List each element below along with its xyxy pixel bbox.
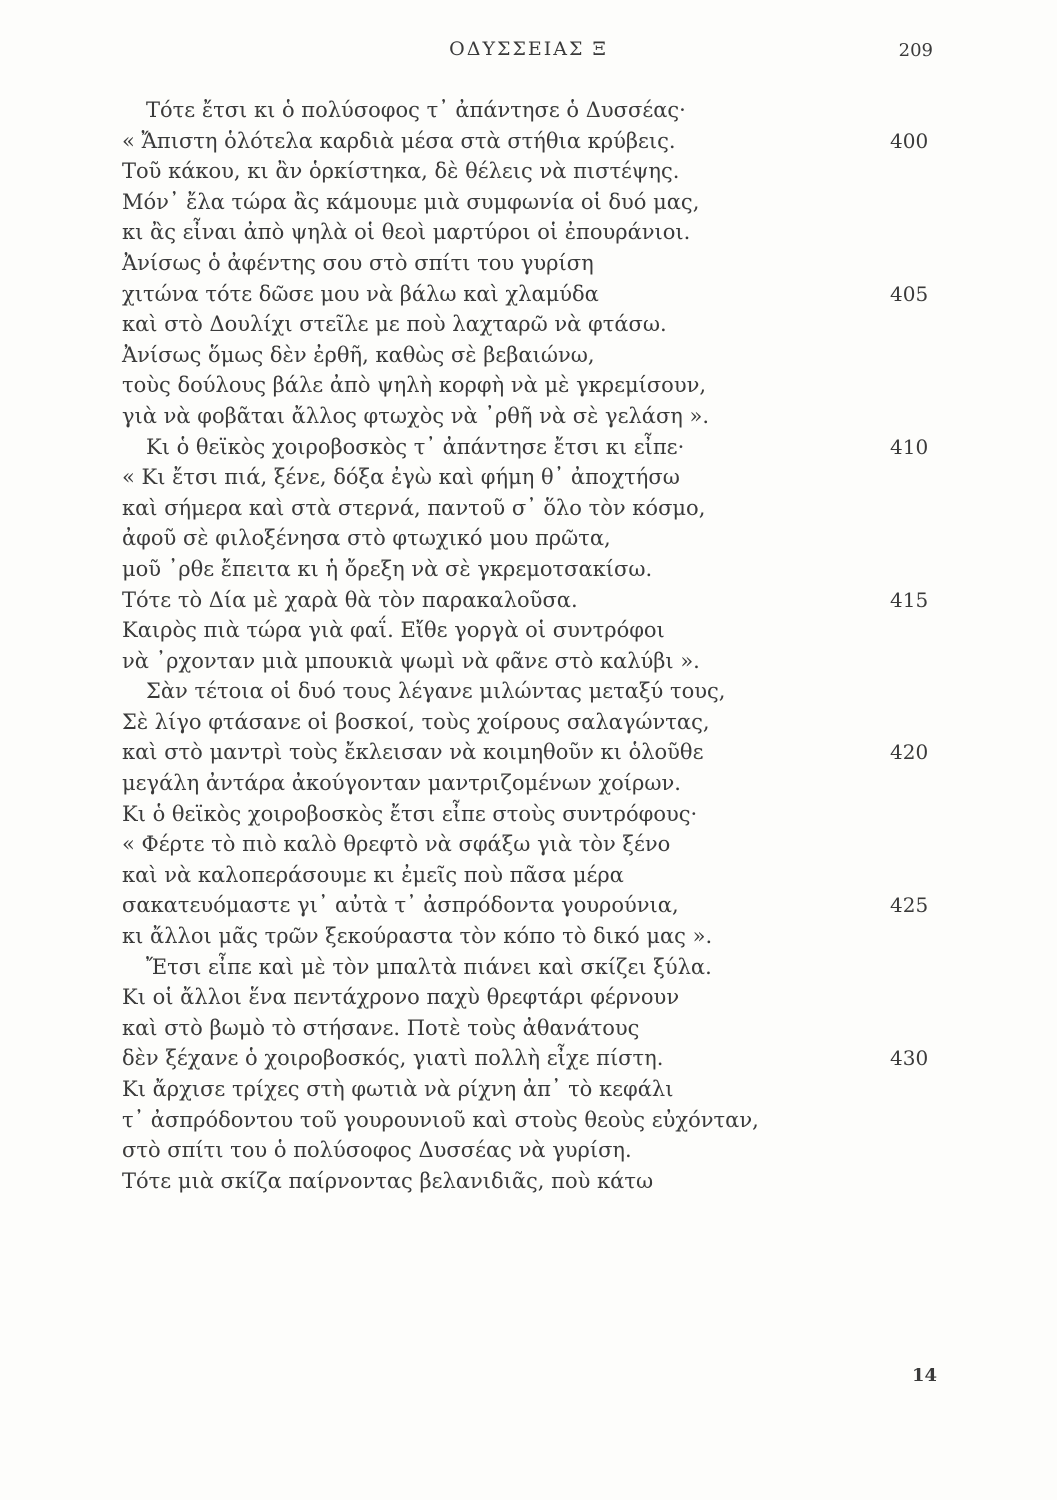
verse-text: χιτώνα τότε δῶσε μου νὰ βάλω καὶ χλαμύδα — [122, 281, 599, 306]
line-number: 430 — [890, 1046, 929, 1071]
verse-text: Ἔτσι εἶπε καὶ μὲ τὸν μπαλτὰ πιάνει καὶ σκίζει ξύλα. — [146, 954, 712, 979]
verse-line — [0, 217, 1057, 248]
verse-text: καὶ σήμερα καὶ στὰ στερνά, παντοῦ σ᾽ ὅλο τὸν κόσμο, — [122, 495, 706, 520]
line-number: 400 — [890, 128, 929, 153]
verse-line — [0, 921, 1057, 952]
verse-block — [0, 95, 1057, 1196]
verse-line — [0, 156, 1057, 187]
verse-line — [0, 370, 1057, 401]
verse-text: μοῦ ᾽ρθε ἔπειτα κι ἡ ὄρεξη νὰ σὲ γκρεμοτσακίσω. — [122, 556, 653, 581]
verse-line — [0, 309, 1057, 340]
verse-text: κι ἂς εἶναι ἀπὸ ψηλὰ οἱ θεοὶ μαρτύροι οἱ ἐπουράνιοι. — [122, 220, 691, 245]
verse-text: Καιρὸς πιὰ τώρα γιὰ φαΐ. Εἴθε γοργὰ οἱ συντρόφοι — [122, 618, 665, 643]
verse-text: Τότε μιὰ σκίζα παίρνοντας βελανιδιᾶς, ποὺ κάτω — [122, 1168, 654, 1193]
verse-text: γιὰ νὰ φοβᾶται ἄλλος φτωχὸς νὰ ᾽ρθῆ νὰ σὲ γελάση ». — [122, 403, 710, 428]
verse-line — [0, 829, 1057, 860]
verse-text: καὶ στὸ μαντρὶ τοὺς ἔκλεισαν νὰ κοιμηθοῦν κι ὁλοῦθε — [122, 740, 704, 765]
verse-text: Μόν᾽ ἔλα τώρα ἂς κάμουμε μιὰ συμφωνία οἱ δυό μας, — [122, 189, 700, 214]
page-number: 209 — [898, 40, 933, 61]
verse-line — [0, 1135, 1057, 1166]
verse-line — [0, 523, 1057, 554]
line-number: 410 — [890, 434, 929, 459]
verse-text: στὸ σπίτι του ὁ πολύσοφος Δυσσέας νὰ γυρίση. — [122, 1138, 632, 1163]
verse-line — [0, 768, 1057, 799]
verse-text: Σὲ λίγο φτάσανε οἱ βοσκοί, τοὺς χοίρους σαλαγώντας, — [122, 709, 710, 734]
line-number: 425 — [890, 893, 929, 918]
verse-text: Ἀνίσως ὅμως δὲν ἐρθῆ, καθὼς σὲ βεβαιώνω, — [122, 342, 595, 367]
verse-text: « Κι ἔτσι πιά, ξένε, δόξα ἐγὼ καὶ φήμη θ᾽ ἀποχτήσω — [122, 465, 680, 490]
verse-text: « Ἄπιστη ὁλότελα καρδιὰ μέσα στὰ στήθια κρύβεις. — [122, 128, 676, 153]
verse-line — [0, 554, 1057, 585]
verse-line — [0, 676, 1057, 707]
verse-text: Τοῦ κάκου, κι ἂν ὁρκίστηκα, δὲ θέλεις νὰ πιστέψης. — [122, 159, 680, 184]
verse-line — [0, 646, 1057, 677]
running-title: ΟΔΥΣΣΕΙΑΣ Ξ — [449, 38, 608, 60]
verse-text: σακατευόμαστε γι᾽ αὐτὰ τ᾽ ἀσπρόδοντα γουρούνια, — [122, 893, 679, 918]
verse-text: Κι ὁ θεϊκὸς χοιροβοσκὸς τ᾽ ἀπάντησε ἔτσι κι εἶπε· — [146, 434, 685, 459]
verse-line — [0, 1166, 1057, 1197]
verse-text: « Φέρτε τὸ πιὸ καλὸ θρεφτὸ νὰ σφάξω γιὰ τὸν ξένο — [122, 832, 671, 857]
verse-line — [0, 187, 1057, 218]
verse-line — [0, 95, 1057, 126]
line-number: 405 — [890, 281, 929, 306]
verse-line — [0, 707, 1057, 738]
verse-line — [0, 982, 1057, 1013]
verse-text: Τότε ἔτσι κι ὁ πολύσοφος τ᾽ ἀπάντησε ὁ Δυσσέας· — [146, 98, 686, 122]
verse-line — [0, 1074, 1057, 1105]
line-number: 415 — [890, 587, 929, 612]
verse-text: τοὺς δούλους βάλε ἀπὸ ψηλὴ κορφὴ νὰ μὲ γκρεμίσουν, — [122, 373, 707, 398]
verse-line — [0, 126, 1057, 157]
running-head — [0, 34, 1057, 64]
verse-text: Τότε τὸ Δία μὲ χαρὰ θὰ τὸν παρακαλοῦσα. — [122, 587, 578, 612]
verse-line — [0, 860, 1057, 891]
verse-line — [0, 462, 1057, 493]
verse-text: Κι οἱ ἄλλοι ἕνα πεντάχρονο παχὺ θρεφτάρι φέρνουν — [122, 985, 680, 1010]
verse-line — [0, 890, 1057, 921]
verse-line — [0, 585, 1057, 616]
verse-text: Σὰν τέτοια οἱ δυό τους λέγανε μιλώντας μεταξύ τους, — [146, 679, 726, 704]
verse-text: κι ἄλλοι μᾶς τρῶν ξεκούραστα τὸν κόπο τὸ δικό μας ». — [122, 924, 713, 949]
verse-line — [0, 279, 1057, 310]
line-number: 420 — [890, 740, 929, 765]
verse-line — [0, 1013, 1057, 1044]
verse-text: δὲν ξέχανε ὁ χοιροβοσκός, γιατὶ πολλὴ εἶχε πίστη. — [122, 1046, 664, 1071]
verse-line — [0, 432, 1057, 463]
verse-text: Κι ὁ θεϊκὸς χοιροβοσκὸς ἔτσι εἶπε στοὺς συντρόφους· — [122, 801, 698, 826]
verse-line — [0, 737, 1057, 768]
signature-mark: 14 — [912, 1365, 938, 1386]
verse-text: καὶ στὸ βωμὸ τὸ στήσανε. Ποτὲ τοὺς ἀθανάτους — [122, 1015, 640, 1040]
verse-line — [0, 340, 1057, 371]
verse-line — [0, 1043, 1057, 1074]
verse-line — [0, 615, 1057, 646]
verse-text: Κι ἄρχισε τρίχες στὴ φωτιὰ νὰ ρίχνη ἀπ᾽ τὸ κεφάλι — [122, 1077, 674, 1101]
verse-text: μεγάλη ἀντάρα ἀκούγονταν μαντριζομένων χοίρων. — [122, 771, 681, 796]
verse-line — [0, 493, 1057, 524]
verse-line — [0, 799, 1057, 830]
verse-line — [0, 401, 1057, 432]
verse-text: ἀφοῦ σὲ φιλοξένησα στὸ φτωχικό μου πρῶτα, — [122, 526, 611, 551]
verse-text: τ᾽ ἀσπρόδοντου τοῦ γουρουνιοῦ καὶ στοὺς θεοὺς εὐχόνταν, — [122, 1107, 759, 1132]
verse-line — [0, 1105, 1057, 1136]
verse-text: καὶ νὰ καλοπεράσουμε κι ἐμεῖς ποὺ πᾶσα μέρα — [122, 862, 624, 887]
verse-line — [0, 248, 1057, 279]
verse-text: Ἀνίσως ὁ ἀφέντης σου στὸ σπίτι του γυρίση — [122, 250, 594, 275]
verse-line — [0, 952, 1057, 983]
verse-text: καὶ στὸ Δουλίχι στεῖλε με ποὺ λαχταρῶ νὰ φτάσω. — [122, 312, 667, 337]
verse-text: νὰ ᾽ρχονταν μιὰ μπουκιὰ ψωμὶ νὰ φᾶνε στὸ καλύβι ». — [122, 648, 700, 673]
